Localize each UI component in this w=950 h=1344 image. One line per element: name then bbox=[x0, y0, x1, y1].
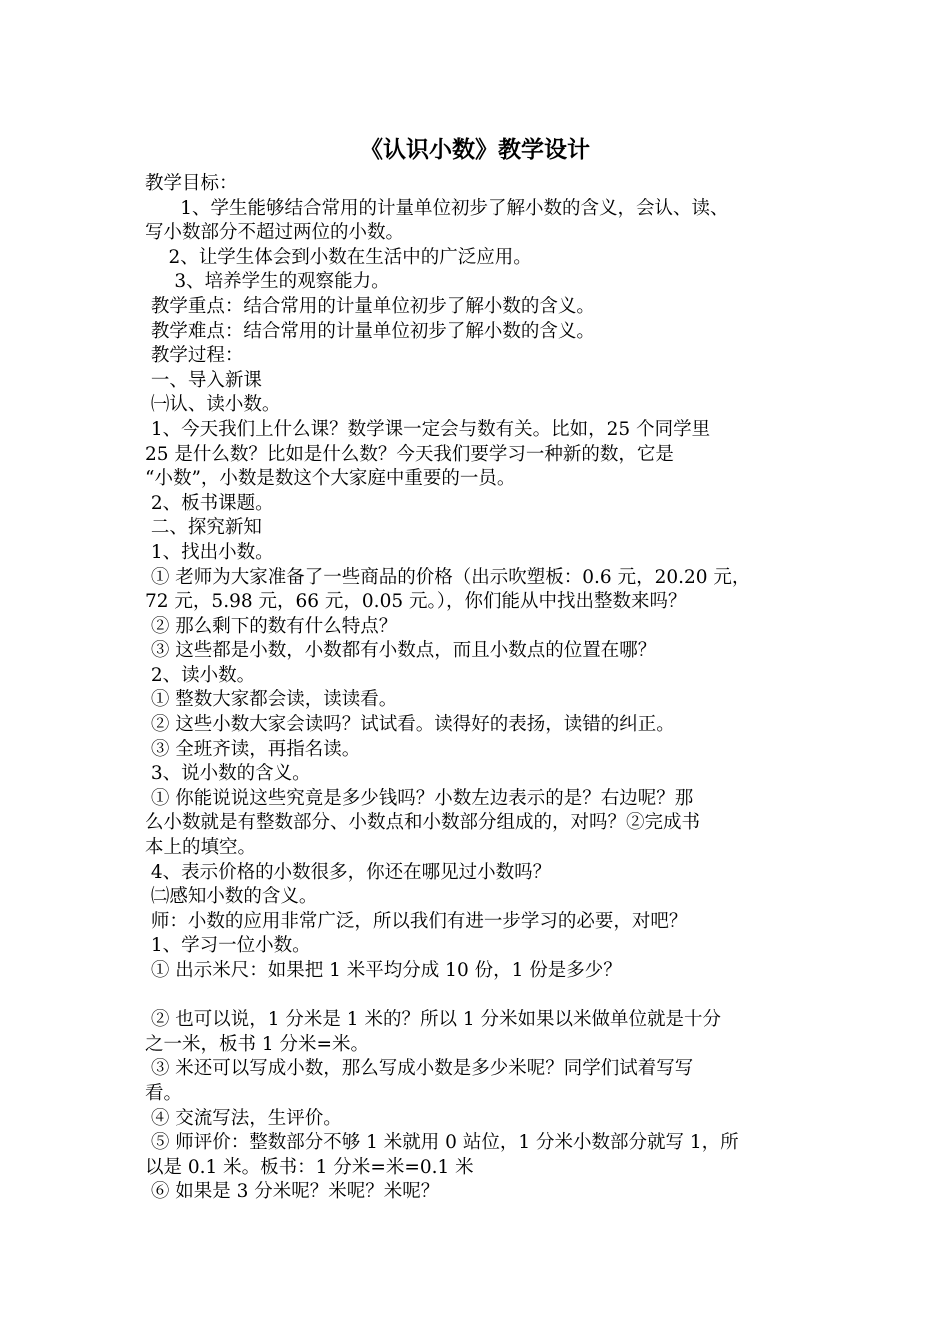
text-line: ① 老师为大家准备了一些商品的价格（出示吹塑板：0.6 元，20.20 元， bbox=[145, 566, 751, 588]
text-line: 4、表示价格的小数很多，你还在哪见过小数吗？ bbox=[145, 861, 552, 883]
text-line: ② 也可以说，1 分米是 1 米的？所以 1 分米如果以米做单位就是十分 bbox=[145, 1009, 721, 1031]
text-line: 25 是什么数？比如是什么数？今天我们要学习一种新的数，它是 bbox=[145, 443, 674, 465]
text-line: 教学难点：结合常用的计量单位初步了解小数的含义。 bbox=[145, 320, 595, 342]
text-line: 2、让学生体会到小数在生活中的广泛应用。 bbox=[145, 246, 532, 268]
text-line: 1、今天我们上什么课？数学课一定会与数有关。比如，25 个同学里 bbox=[145, 418, 711, 440]
text-line: ㈠认、读小数。 bbox=[145, 394, 281, 416]
text-line: ⑥ 如果是 3 分米呢？米呢？米呢？ bbox=[145, 1181, 440, 1203]
text-line: 教学目标： bbox=[145, 173, 238, 194]
text-line: ⑤ 师评价：整数部分不够 1 米就用 0 站位，1 分米小数部分就写 1，所 bbox=[145, 1132, 739, 1154]
text-line: ③ 全班齐读，再指名读。 bbox=[145, 738, 361, 760]
text-line: ㈡感知小数的含义。 bbox=[145, 886, 318, 908]
text-line: 本上的填空。 bbox=[145, 837, 257, 859]
text-line: 看。 bbox=[145, 1082, 183, 1104]
document-title: 《认识小数》教学设计 bbox=[360, 136, 590, 163]
text-line: 以是 0.1 米。板书：1 分米=米=0.1 米 bbox=[145, 1156, 474, 1178]
text-line: 二、探究新知 bbox=[145, 517, 262, 539]
document-body bbox=[145, 172, 825, 1205]
text-line: 么小数就是有整数部分、小数点和小数部分组成的，对吗？②完成书 bbox=[145, 812, 701, 834]
text-line: 1、学习一位小数。 bbox=[145, 935, 311, 957]
text-line: 教学过程： bbox=[145, 345, 244, 367]
text-line: ③ 米还可以写成小数，那么写成小数是多少米呢？同学们试着写写 bbox=[145, 1058, 694, 1080]
text-line: ④ 交流写法，生评价。 bbox=[145, 1107, 342, 1129]
text-line: 一、导入新课 bbox=[145, 369, 262, 391]
text-line: “小数”，小数是数这个大家庭中重要的一员。 bbox=[145, 468, 516, 490]
text-line: 3、培养学生的观察能力。 bbox=[145, 271, 390, 293]
text-line: 之一米，板书 1 分米=米。 bbox=[145, 1033, 370, 1055]
text-line: ① 整数大家都会读，读读看。 bbox=[145, 689, 398, 711]
text-line: 1、学生能够结合常用的计量单位初步了解小数的含义，会认、读、 bbox=[145, 197, 729, 219]
text-line: 师：小数的应用非常广泛，所以我们有进一步学习的必要，对吧？ bbox=[145, 910, 688, 932]
text-line: 3、说小数的含义。 bbox=[145, 763, 311, 785]
text-line: 1、找出小数。 bbox=[145, 541, 274, 563]
text-line: ① 出示米尺：如果把 1 米平均分成 10 份，1 份是多少？ bbox=[145, 960, 622, 981]
text-line: ① 你能说说这些究竟是多少钱吗？小数左边表示的是？右边呢？那 bbox=[145, 787, 694, 809]
text-line: ② 这些小数大家会读吗？试试看。读得好的表扬，读错的纠正。 bbox=[145, 714, 675, 736]
text-line: ③ 这些都是小数，小数都有小数点，而且小数点的位置在哪？ bbox=[145, 640, 657, 662]
text-line: 教学重点：结合常用的计量单位初步了解小数的含义。 bbox=[145, 295, 595, 317]
text-line: 写小数部分不超过两位的小数。 bbox=[145, 222, 405, 244]
text-line: 2、读小数。 bbox=[145, 664, 256, 686]
blank-line bbox=[145, 984, 825, 1009]
text-line: ② 那么剩下的数有什么特点？ bbox=[145, 615, 398, 637]
text-line: 72 元，5.98 元，66 元，0.05 元。），你们能从中找出整数来吗？ bbox=[145, 591, 687, 613]
text-line: 2、板书课题。 bbox=[145, 492, 274, 514]
